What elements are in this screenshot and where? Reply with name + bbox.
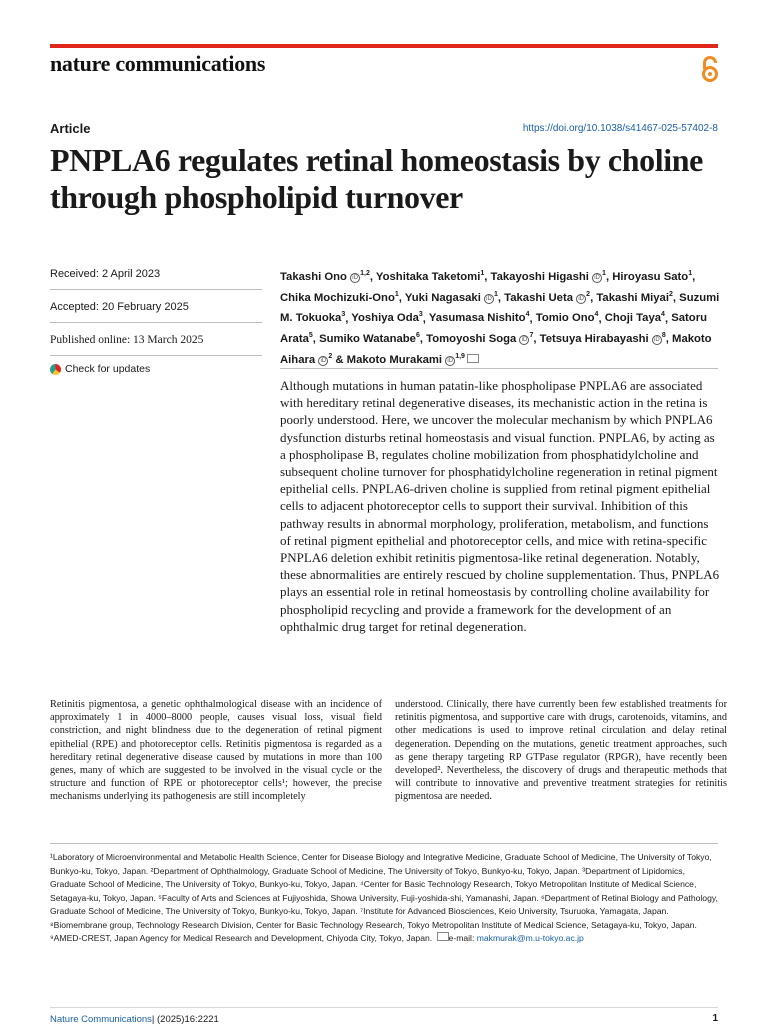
orcid-icon[interactable]: iD [318,356,328,366]
email-link[interactable]: makmurak@m.u-tokyo.ac.jp [476,933,584,943]
email-label: e-mail: [448,933,475,943]
author-affiliation-number: 4 [525,311,530,319]
author-name[interactable] [536,312,599,324]
check-for-updates-button[interactable] [50,361,262,375]
body-column-right: understood. Clinically, there have currently been few established treatments for retinitis pigmentosa, and supportive care with drugs, carotenoids, vitamins, and other medications is used to improve retinal circulation and delay retinal degeneration. Depending on the mutations, genetic treatment approaches, such as gene therapy targeting RP GTPase regulator (RPGR), have recently been developed². Nevertheless, the discovery of drugs and therapeutic methods that will contribute to innovative and preventive treatment strategies for retinitis pigmentosa are needed. [395,699,727,803]
article-title: PNPLA6 regulates retinal homeostasis by choline through phospholipid turnover [50,142,703,215]
author-name[interactable] [280,292,399,304]
author-affiliation-number: 7 [529,332,534,340]
corresponding-author-envelope-icon[interactable] [467,354,479,363]
accepted-date: Accepted: 20 February 2025 [50,295,262,323]
author-name-text: Tetsuya Hirabayashi [539,333,649,346]
author-affiliation-number: 1 [688,270,693,277]
author-name[interactable] [491,271,606,283]
author-name-text: Takashi Ueta [504,291,574,304]
author-name[interactable] [540,333,666,345]
body-column-left: Retinitis pigmentosa, a genetic ophthalmological disease with an incidence of approximately 1 in 4000–8000 people, causes visual loss, visual field constriction, and night blindness due to the degeneration of retinal pigment epithelial (RPE) and photoreceptor cells. Retinitis pigmentosa is regarded as a hereditary retinal degenerative disease caused by mutations in more than 100 genes, many of which are suggested to be involved in the visual cycle or the structure and function of RPE or photoreceptor cells¹; however, the precise mechanisms underlying its pathogenesis are still incompletely [50,699,382,803]
orcid-icon[interactable]: iD [519,335,529,345]
author-name-text: Tomio Ono [535,312,595,325]
footer-journal-link[interactable]: Nature Communications [50,1014,152,1025]
affiliations-text: ¹Laboratory of Microenvironmental and Metabolic Health Science, Center for Disease Biology and Integrative Medicine, Graduate School of Medicine, The University of Tokyo, Bunkyo-ku, Tokyo, Japan. ²Department of Ophthalmology, Graduate School of Medicine, The University of Tokyo, Bunkyo-ku, Tokyo, Japan. ³Department of Lipidomics, Graduate School of Medicine, The University of Tokyo, Bunkyo-ku, Tokyo, Japan. ⁴Center for Basic Technology Research, Tokyo Metropolitan Institute of Medical Science, Setagaya-ku, Tokyo, Japan. ⁵Faculty of Arts and Sciences at Fujiyoshida, Showa University, Fuji-yoshida-shi, Yamanashi, Japan. ⁶Department of Retinal Biology and Pathology, Graduate School of Medicine, The University of Tokyo, Bunkyo-ku, Tokyo, Japan. ⁷Institute for Advanced Biosciences, Keio University, Tsuruoka, Yamagata, Japan. ⁸Biomembrane group, Technology Research Division, Center for Basic Technology Research, Tokyo Metropolitan Institute of Medical Science, Setagaya-ku, Tokyo, Japan. ⁹AMED-CREST, Japan Agency for Medical Research and Development, Chiyoda City, Tokyo, Japan. [50,852,718,943]
check-updates-icon [50,364,61,375]
author-name[interactable] [351,312,423,324]
author-affiliation-number: 2 [668,290,673,298]
author-name[interactable] [376,271,484,283]
author-affiliation-number: 8 [661,332,666,340]
footer-citation-text: | (2025)16:2221 [151,1014,219,1025]
author-name[interactable] [280,271,370,283]
author-name-text: Makoto Murakami [346,353,443,366]
author-name-text: Sumiko Watanabe [319,333,416,346]
open-access-icon [700,54,720,84]
author-name[interactable] [612,271,692,283]
envelope-icon [437,932,449,941]
orcid-icon[interactable]: iD [445,356,455,366]
author-affiliation-number: 1,2 [360,270,370,277]
author-name[interactable] [596,292,673,304]
author-affiliation-number: 1,9 [455,353,465,361]
author-name-text: Suzumi M. Tokuoka [280,291,720,325]
page-number: 1 [712,1013,718,1024]
orcid-icon[interactable]: iD [484,294,494,304]
author-name[interactable] [319,333,420,345]
orcid-icon[interactable]: iD [592,273,602,283]
author-affiliation-number: 1 [394,290,399,298]
author-affiliation-number: 6 [415,332,420,340]
affiliations-divider [50,843,718,844]
author-name-text: Satoru Arata [280,312,707,346]
author-affiliation-number: 2 [586,290,591,298]
author-affiliation-number: 1 [493,290,498,298]
author-affiliation-number: 1 [602,270,606,277]
doi-link[interactable]: https://doi.org/10.1038/s41467-025-57402-8 [522,123,718,134]
author-name-text: Choji Taya [604,312,662,325]
author-name-text: Takashi Miyai [596,291,669,304]
orcid-icon[interactable]: iD [652,335,662,345]
author-name-text: Yoshitaka Taketomi [375,270,481,283]
footer-citation [50,1014,219,1025]
orcid-icon[interactable]: iD [576,294,586,304]
author-name-text: Yasumasa Nishito [428,312,526,325]
received-date: Received: 2 April 2023 [50,262,262,290]
orcid-icon[interactable]: iD [350,273,360,283]
author-name[interactable] [504,292,590,304]
author-name-text: Chika Mochizuki-Ono [280,291,395,304]
header-accent-bar [50,44,718,48]
author-affiliation-number: 3 [341,311,346,319]
author-name[interactable] [605,312,665,324]
article-type: Article [50,121,91,136]
author-affiliation-number: 4 [594,311,599,319]
author-name-text: Hiroyasu Sato [612,270,689,283]
author-name-text: Yuki Nagasaki [404,291,481,304]
author-name-text: Takashi Ono [280,270,347,283]
author-affiliation-number: 5 [308,332,313,340]
affiliations [50,851,722,946]
author-name[interactable] [426,333,533,345]
dates-panel [50,262,262,375]
author-name[interactable] [405,292,498,304]
author-affiliation-number: 2 [328,353,333,361]
author-list: Takashi Ono iD$^{1,2}$, Yoshitaka Taketomi$^1$, Takayoshi Higashi $iD^1$, Hiroyasu Sato$^1$, Chika Mochizuki-Ono$^1$, Yuki Nagasaki $iD^1$, Takashi Ueta $iD^2$, Takashi Miyai$^2$, Suzumi M. Tokuoka$^3$, Yoshiya Oda$^3$, Yasumasa Nishito$^4$, Tomio Ono$^4$, Choji Taya$^4$, Satoru Arata$^5$, Sumiko Watanabe$^6$, Tomoyoshi Soga $iD^7$, Tetsuya Hirabayashi $iD^8$, Makoto Aihara $iD^2$ & Makoto Murakami iD$^{1,9}$ [280,270,720,366]
author-affiliation-number: 1 [480,270,485,277]
author-affiliation-number: 4 [661,311,665,319]
author-name[interactable] [347,354,465,366]
published-date: Published online: 13 March 2025 [50,328,262,356]
journal-name: nature communications [50,51,266,76]
check-updates-label: Check for updates [65,363,151,375]
abstract-text: Although mutations in human patatin-like phospholipase PNPLA6 are associated with hereditary retinal degenerative diseases, its mechanistic action in the retina is poorly understood. Here, we uncover the molecular mechanism by which PNPLA6 dysfunction disturbs retinal homeostasis and visual function. PNPLA6, by acting as a phospholipase B, regulates choline mobilization from phosphatidylcholine and subsequent choline turnover for phosphatidylcholine regeneration in retinal pigment epithelial cells. PNPLA6-driven choline is supplied from retinal pigment epithelial cells to adjacent photoreceptor cells to support their survival. Inhibition of this pathway results in abnormal morphology, proliferation, metabolism, and functions of retinal pigment epithelial and photoreceptor cells, and mice with retina-specific PNPLA6 deletion exhibit retinitis pigmentosa-like retinal degeneration. Notably, these abnormalities are entirely rescued by choline supplementation. Thus, PNPLA6 plays an essential role in retinal homeostasis by controlling choline availability for phospholipid recycling and provide a framework for the development of an ophthalmic drug target for retinal degeneration. [280,378,720,634]
author-affiliation-number: 3 [418,311,423,319]
author-name-text: Tomoyoshi Soga [426,333,517,346]
author-name-text: Makoto Aihara [280,333,712,366]
footer-divider [50,1007,718,1008]
abstract-divider [280,368,718,369]
author-name[interactable] [429,312,530,324]
author-name-text: Yoshiya Oda [351,312,419,325]
author-name-text: Takayoshi Higashi [490,270,589,283]
